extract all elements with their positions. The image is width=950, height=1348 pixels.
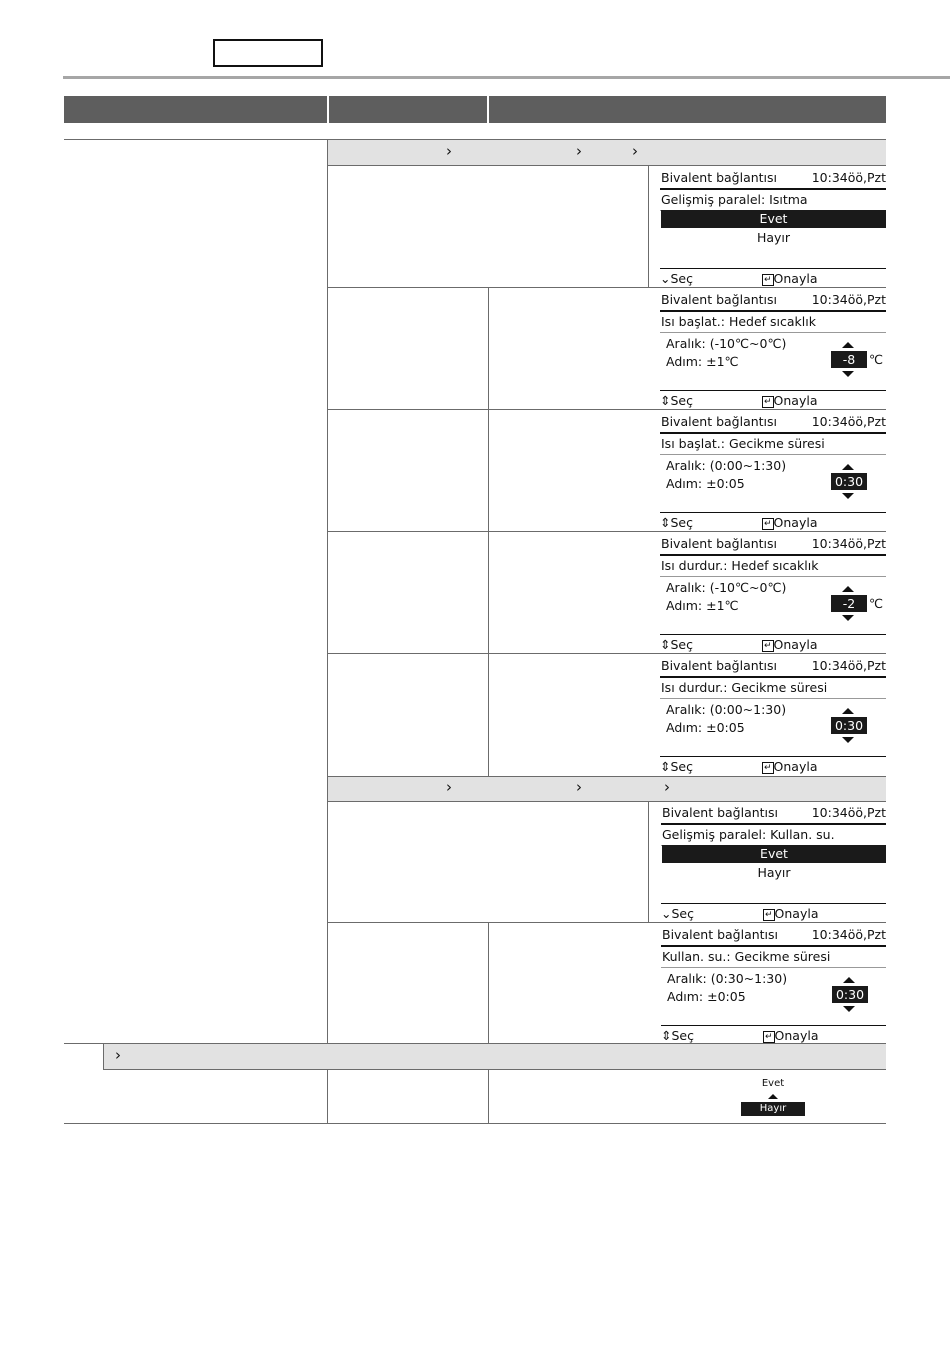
table-rule <box>328 801 886 802</box>
lcd-subtitle: Kullan. su.: Gecikme süresi <box>662 949 831 964</box>
enter-key-icon: ↵ <box>764 519 772 529</box>
confirm-label: Onayla <box>774 1028 819 1043</box>
lcd-title-bar <box>660 657 886 678</box>
step-text: Adım: ±0:05 <box>667 989 746 1004</box>
lcd-title: Bivalent bağlantısı <box>661 658 778 673</box>
scroll-down-icon: ⌄ <box>660 271 671 286</box>
increment-arrow-icon[interactable] <box>842 708 854 714</box>
select-hint <box>660 393 693 408</box>
column-rule <box>103 1044 104 1069</box>
confirm-hint <box>762 637 818 652</box>
lcd-title-bar <box>660 169 886 190</box>
lcd-subtitle-row <box>660 190 886 211</box>
select-label: Seç <box>670 515 693 530</box>
step-text: Adım: ±0:05 <box>666 720 745 735</box>
lcd-footer <box>660 756 886 777</box>
lcd-screen-advanced-parallel-heating <box>660 169 886 288</box>
range-text: Aralık: (0:00~1:30) <box>666 702 787 717</box>
confirm-label: Onayla <box>773 271 818 286</box>
confirm-label: Onayla <box>773 515 818 530</box>
lcd-clock: 10:34öö,Pzt <box>811 536 886 551</box>
lcd-clock: 10:34öö,Pzt <box>811 805 886 820</box>
mini-option-no-selected[interactable]: Hayır <box>741 1102 805 1116</box>
enter-key-icon: ↵ <box>765 1032 773 1042</box>
lcd-title-bar <box>660 413 886 434</box>
range-text: Aralık: (0:30~1:30) <box>667 971 788 986</box>
lcd-clock: 10:34öö,Pzt <box>811 927 886 942</box>
lcd-footer <box>660 268 886 289</box>
increment-arrow-icon[interactable] <box>842 464 854 470</box>
select-label: Seç <box>670 271 693 286</box>
column-rule <box>648 801 649 922</box>
scroll-up-down-icon: ⇕ <box>660 759 671 774</box>
enter-key-icon: ↵ <box>764 641 772 651</box>
option-no[interactable]: Hayır <box>756 230 791 245</box>
value-field[interactable]: 0:30 <box>832 986 868 1003</box>
chevron-right-icon: › <box>446 142 452 160</box>
step-text: Adım: ±0:05 <box>666 476 745 491</box>
decrement-arrow-icon[interactable] <box>842 615 854 621</box>
lcd-footer <box>660 634 886 655</box>
scroll-up-down-icon: ⇕ <box>660 515 671 530</box>
table-header-divider <box>487 96 489 123</box>
lcd-footer <box>660 512 886 533</box>
chevron-right-icon: › <box>664 778 670 796</box>
lcd-subtitle: Isı durdur.: Hedef sıcaklık <box>661 558 819 573</box>
unit-label: ℃ <box>869 352 884 367</box>
select-hint <box>660 637 693 652</box>
decrement-arrow-icon[interactable] <box>842 737 854 743</box>
lcd-subtitle-row <box>660 312 886 333</box>
mini-up-arrow-icon[interactable] <box>768 1094 778 1099</box>
table-rule <box>64 1123 886 1124</box>
lcd-clock: 10:34öö,Pzt <box>811 414 886 429</box>
confirm-hint <box>762 271 818 286</box>
menu-path-band <box>328 776 886 801</box>
decrement-arrow-icon[interactable] <box>842 371 854 377</box>
lcd-clock: 10:34öö,Pzt <box>811 292 886 307</box>
header-rule <box>63 76 950 79</box>
confirm-hint <box>763 1028 819 1043</box>
select-hint <box>660 759 693 774</box>
option-yes-selected[interactable]: Evet <box>661 210 886 228</box>
column-rule <box>648 165 649 287</box>
select-label: Seç <box>671 1028 694 1043</box>
lcd-footer <box>660 390 886 411</box>
lcd-screen-dhw-delay <box>661 926 886 1045</box>
lcd-subtitle-row <box>661 825 886 846</box>
enter-key-icon: ↵ <box>765 910 773 920</box>
scroll-up-down-icon: ⇕ <box>661 1028 672 1043</box>
column-rule <box>327 1069 328 1123</box>
enter-key-icon: ↵ <box>764 397 772 407</box>
enter-key-icon: ↵ <box>764 763 772 773</box>
confirm-hint <box>763 906 819 921</box>
table-rule <box>103 1069 886 1070</box>
chevron-right-icon: › <box>576 142 582 160</box>
unit-label: ℃ <box>869 596 884 611</box>
lcd-title: Bivalent bağlantısı <box>661 292 778 307</box>
select-hint <box>660 515 693 530</box>
scroll-down-icon: ⌄ <box>661 906 672 921</box>
column-rule <box>488 287 489 776</box>
step-text: Adım: ±1℃ <box>666 354 739 369</box>
step-text: Adım: ±1℃ <box>666 598 739 613</box>
option-yes-selected[interactable]: Evet <box>662 845 886 863</box>
lcd-clock: 10:34öö,Pzt <box>811 658 886 673</box>
option-no[interactable]: Hayır <box>757 865 791 880</box>
select-label: Seç <box>670 393 693 408</box>
menu-path-band <box>328 140 886 165</box>
lcd-title: Bivalent bağlantısı <box>662 805 779 820</box>
increment-arrow-icon[interactable] <box>842 342 854 348</box>
select-hint <box>661 1028 694 1043</box>
enter-key-icon: ↵ <box>764 275 772 285</box>
table-rule <box>328 165 886 166</box>
column-rule <box>327 139 328 1043</box>
lcd-footer <box>661 1025 886 1046</box>
lcd-clock: 10:34öö,Pzt <box>811 170 886 185</box>
lcd-title: Bivalent bağlantısı <box>661 414 778 429</box>
select-hint <box>661 906 694 921</box>
decrement-arrow-icon[interactable] <box>842 493 854 499</box>
column-rule <box>488 922 489 1043</box>
menu-path-band <box>103 1044 886 1069</box>
lcd-screen-heat-start-target-temp <box>660 291 886 410</box>
lcd-title-bar <box>660 291 886 312</box>
lcd-title-bar <box>660 535 886 556</box>
range-text: Aralık: (-10℃~0℃) <box>666 336 787 351</box>
value-field[interactable]: 0:30 <box>831 473 867 490</box>
value-field[interactable]: -8 <box>831 351 867 368</box>
select-label: Seç <box>670 759 693 774</box>
confirm-label: Onayla <box>773 759 818 774</box>
lcd-subtitle: Isı başlat.: Hedef sıcaklık <box>661 314 816 329</box>
lcd-subtitle-row <box>660 678 886 699</box>
table-header-divider <box>327 96 329 123</box>
scroll-up-down-icon: ⇕ <box>660 637 671 652</box>
lcd-screen-heat-stop-delay <box>660 657 886 776</box>
lcd-title-bar <box>661 926 886 947</box>
table-header-bar <box>64 96 886 123</box>
select-label: Seç <box>671 906 694 921</box>
lcd-subtitle-row <box>661 947 886 968</box>
lcd-screen-advanced-parallel-dhw <box>661 804 886 923</box>
range-text: Aralık: (-10℃~0℃) <box>666 580 787 595</box>
lcd-screen-heat-stop-target-temp <box>660 535 886 654</box>
lcd-subtitle: Gelişmiş paralel: Kullan. su. <box>662 827 835 842</box>
select-hint <box>660 271 693 286</box>
lcd-title: Bivalent bağlantısı <box>661 536 778 551</box>
confirm-hint <box>762 393 818 408</box>
mini-option-yes[interactable]: Evet <box>761 1078 785 1089</box>
lcd-subtitle: Gelişmiş paralel: Isıtma <box>661 192 808 207</box>
confirm-label: Onayla <box>773 637 818 652</box>
decrement-arrow-icon[interactable] <box>843 1006 855 1012</box>
range-text: Aralık: (0:00~1:30) <box>666 458 787 473</box>
select-label: Seç <box>670 637 693 652</box>
value-field[interactable]: -2 <box>831 595 867 612</box>
chevron-right-icon: › <box>576 778 582 796</box>
confirm-label: Onayla <box>773 393 818 408</box>
lcd-screen-heat-start-delay <box>660 413 886 532</box>
header-tag-box <box>213 39 323 67</box>
lcd-title: Bivalent bağlantısı <box>662 927 779 942</box>
chevron-right-icon: › <box>446 778 452 796</box>
lcd-subtitle: Isı durdur.: Gecikme süresi <box>661 680 828 695</box>
confirm-hint <box>762 515 818 530</box>
lcd-title-bar <box>661 804 886 825</box>
lcd-subtitle: Isı başlat.: Gecikme süresi <box>661 436 825 451</box>
lcd-footer <box>661 903 886 924</box>
increment-arrow-icon[interactable] <box>843 977 855 983</box>
chevron-right-icon: › <box>115 1046 121 1064</box>
scroll-up-down-icon: ⇕ <box>660 393 671 408</box>
confirm-label: Onayla <box>774 906 819 921</box>
column-rule <box>488 1069 489 1123</box>
value-field[interactable]: 0:30 <box>831 717 867 734</box>
chevron-right-icon: › <box>632 142 638 160</box>
lcd-subtitle-row <box>660 556 886 577</box>
confirm-hint <box>762 759 818 774</box>
lcd-title: Bivalent bağlantısı <box>661 170 778 185</box>
increment-arrow-icon[interactable] <box>842 586 854 592</box>
lcd-subtitle-row <box>660 434 886 455</box>
